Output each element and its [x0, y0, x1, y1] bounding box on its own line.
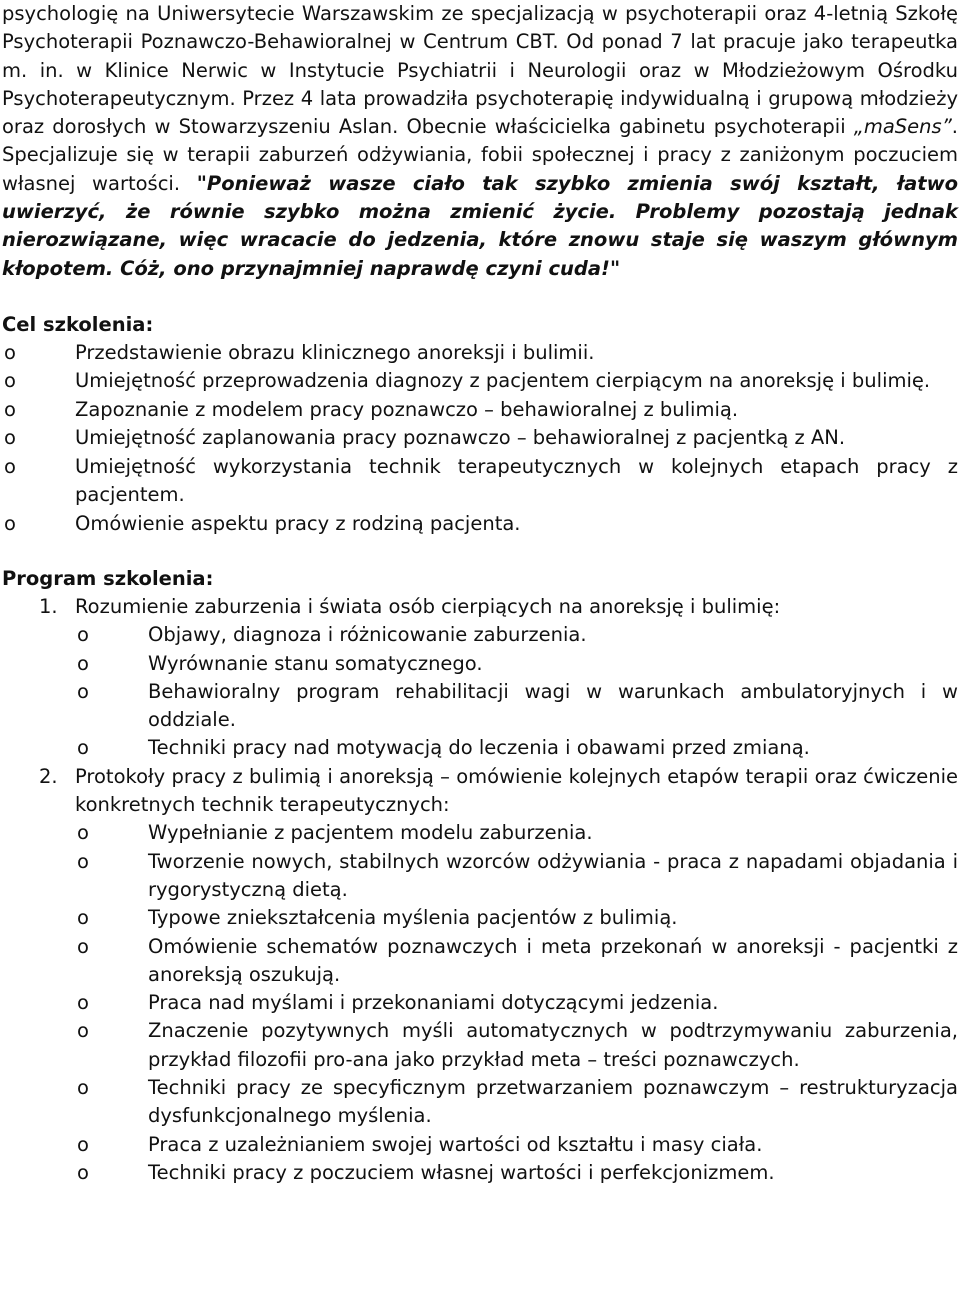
list-item-text: Zapoznanie z modelem pracy poznawczo – behawioralnej z bulimią.	[75, 397, 739, 421]
list-item	[2, 453, 958, 510]
list-item	[2, 339, 958, 367]
bullet-icon: o	[4, 397, 16, 421]
brand-name: „maSens”	[853, 115, 952, 139]
list-item-text: Omówienie schematów poznawczych i meta przekonań w anoreksji - pacjentki z anoreksją oszukują.	[148, 934, 958, 986]
list-item-text: Tworzenie nowych, stabilnych wzorców odżywiania - praca z napadami objadania i rygorystyczną dietą.	[148, 849, 958, 901]
list-item-text: Umiejętność zaplanowania pracy poznawczo – behawioralnej z pacjentką z AN.	[75, 426, 846, 450]
section-items	[75, 819, 958, 1187]
list-item-text: Praca z uzależnianiem swojej wartości od kształtu i masy ciała.	[148, 1132, 763, 1156]
list-item	[2, 1074, 958, 1131]
bullet-icon: o	[77, 849, 89, 873]
list-item-text: Wypełnianie z pacjentem modelu zaburzenia.	[148, 821, 593, 845]
bullet-icon: o	[77, 934, 89, 958]
bullet-icon: o	[4, 340, 16, 364]
list-item-text: Techniki pracy ze specyficznym przetwarzaniem poznawczym – restrukturyzacja dysfunkcjonalnego myślenia.	[148, 1076, 958, 1128]
list-item-text: Wyrównanie stanu somatycznego.	[148, 651, 483, 675]
list-item-text: Objawy, diagnoza i różnicowanie zaburzenia.	[148, 623, 587, 647]
list-item	[2, 1159, 958, 1187]
list-item	[2, 678, 958, 735]
list-item	[2, 650, 958, 678]
list-item	[2, 989, 958, 1017]
list-item-text: Znaczenie pozytywnych myśli automatycznych w podtrzymywaniu zaburzenia, przykład filozofii pro-ana jako przykład meta – treści poznawczych.	[148, 1019, 958, 1071]
bullet-icon: o	[77, 736, 89, 760]
list-item	[2, 621, 958, 649]
section-title: Protokoły pracy z bulimią i anoreksją – omówienie kolejnych etapów terapii oraz ćwiczenie konkretnych technik terapeutycznych:	[75, 764, 958, 817]
bullet-icon: o	[77, 651, 89, 675]
list-item-text: Umiejętność wykorzystania technik terapeutycznych w kolejnych etapach pracy z pacjentem.	[75, 454, 958, 507]
bio-text-continued: . Specjalizuje się w terapii zaburzeń odżywiania, fobii społecznej i pracy z zaniżonym poczuciem własnej wartości.	[2, 115, 958, 195]
list-item-text: Praca nad myślami i przekonaniami dotyczącymi jedzenia.	[148, 991, 719, 1015]
list-item-text: Techniki pracy nad motywacją do leczenia i obawami przed zmianą.	[148, 736, 810, 760]
goals-list	[2, 339, 958, 538]
bullet-icon: o	[4, 511, 16, 535]
list-item	[2, 424, 958, 452]
bullet-icon: o	[77, 906, 89, 930]
bullet-icon: o	[77, 821, 89, 845]
section-number: 1.	[39, 594, 58, 618]
bullet-icon: o	[77, 679, 89, 703]
section-number: 2.	[39, 764, 58, 788]
list-item	[2, 848, 958, 905]
list-item	[2, 933, 958, 990]
goals-heading: Cel szkolenia:	[2, 312, 154, 336]
bullet-icon: o	[4, 426, 16, 450]
bullet-icon: o	[77, 1076, 89, 1100]
list-item	[2, 367, 958, 395]
bullet-icon: o	[77, 1132, 89, 1156]
list-item	[2, 1131, 958, 1159]
bio-quote: "Ponieważ wasze ciało tak szybko zmienia swój kształt, łatwo uwierzyć, że równie szybko można zmienić życie. Problemy pozostają jednak nierozwiązane, więc wracacie do jedzenia, które znowu staje się waszym głównym kłopotem. Cóż, ono przynajmniej naprawdę czyni cuda!"	[2, 171, 959, 280]
list-item	[2, 510, 958, 538]
list-item	[2, 734, 958, 762]
bullet-icon: o	[77, 623, 89, 647]
list-item	[2, 1017, 958, 1074]
program-section	[2, 593, 958, 763]
bio-text: psychologię na Uniwersytecie Warszawskim ze specjalizacją w psychoterapii oraz 4-letnią Szkołę Psychoterapii Poznawczo-Behawioralnej w Centrum CBT. Od ponad 7 lat pracuje jako terapeutka m. in. w Klinice Nerwic w Instytucie Psychiatrii i Neurologii oraz w Młodzieżowym Ośrodku Psychoterapeutycznym. Przez 4 lata prowadziła psychoterapię indywidualną i grupową młodzieży oraz dorosłych w Stowarzyszeniu Aslan. Obecnie właścicielka gabinetu psychoterapii	[2, 2, 958, 139]
section-items	[75, 621, 958, 762]
list-item	[2, 396, 958, 424]
bullet-icon: o	[4, 454, 16, 478]
program-section	[2, 763, 958, 1187]
list-item	[2, 904, 958, 932]
bullet-icon: o	[77, 991, 89, 1015]
program-heading: Program szkolenia:	[2, 566, 214, 590]
bullet-icon: o	[77, 1019, 89, 1043]
list-item-text: Behawioralny program rehabilitacji wagi w warunkach ambulatoryjnych i w oddziale.	[148, 679, 958, 732]
list-item	[2, 819, 958, 847]
section-title: Rozumienie zaburzenia i świata osób cierpiących na anoreksję i bulimię:	[75, 594, 781, 618]
list-item-text: Techniki pracy z poczuciem własnej wartości i perfekcjonizmem.	[148, 1160, 775, 1184]
bullet-icon: o	[77, 1160, 89, 1184]
list-item-text: Omówienie aspektu pracy z rodziną pacjenta.	[75, 511, 521, 535]
list-item-text: Umiejętność przeprowadzenia diagnozy z pacjentem cierpiącym na anoreksję i bulimię.	[75, 369, 931, 393]
bullet-icon: o	[4, 369, 16, 393]
list-item-text: Przedstawienie obrazu klinicznego anoreksji i bulimii.	[75, 340, 595, 364]
trainer-bio	[2, 0, 958, 283]
program-list	[2, 593, 958, 1187]
list-item-text: Typowe zniekształcenia myślenia pacjentów z bulimią.	[148, 906, 678, 930]
